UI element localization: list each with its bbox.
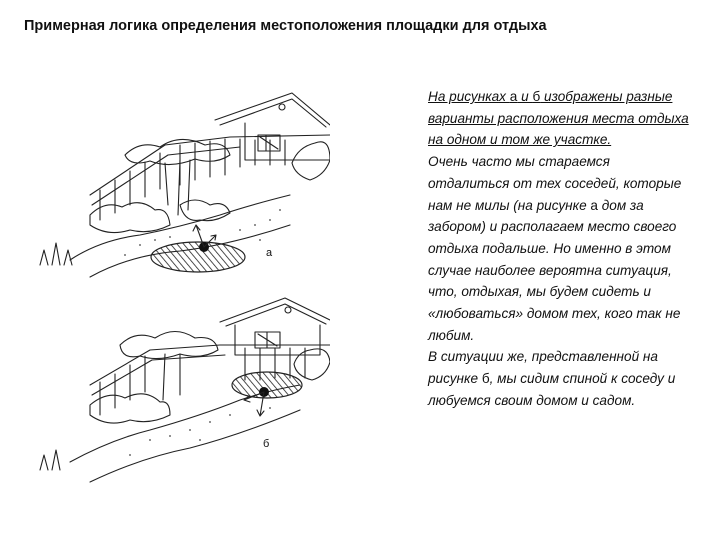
paragraph-1: На рисунках а и б изображены разные варианты расположения места отдыха на одном и том же участке. <box>428 89 689 148</box>
figure-label-a: а <box>266 247 273 259</box>
seating-area-a <box>151 242 245 272</box>
garden-sketch-a <box>30 85 330 280</box>
fence <box>90 135 330 220</box>
paragraph-2: Очень часто мы стараемся отдалиться от тех соседей, которые нам не милы (на рисунке а дом за забором) и располагаем место своего отдыха подальше. Но именно в этом случае наиболее вероятна ситуация, что, отдыхая, мы будем сидеть и «любоваться» домом тех, кого так не любим. <box>428 154 682 343</box>
description-text <box>428 86 690 412</box>
neighbor-house <box>215 93 330 160</box>
paragraph-3: В ситуации же, представленной на рисунке б, мы сидим спиной к соседу и любуемся своим домом и садом. <box>428 349 676 408</box>
neighbor-house <box>220 298 330 355</box>
garden-path <box>70 385 300 482</box>
garden-sketch-b <box>30 290 330 485</box>
figure-label-b: б <box>263 438 270 450</box>
page-title: Примерная логика определения местоположения площадки для отдыха <box>24 18 547 34</box>
